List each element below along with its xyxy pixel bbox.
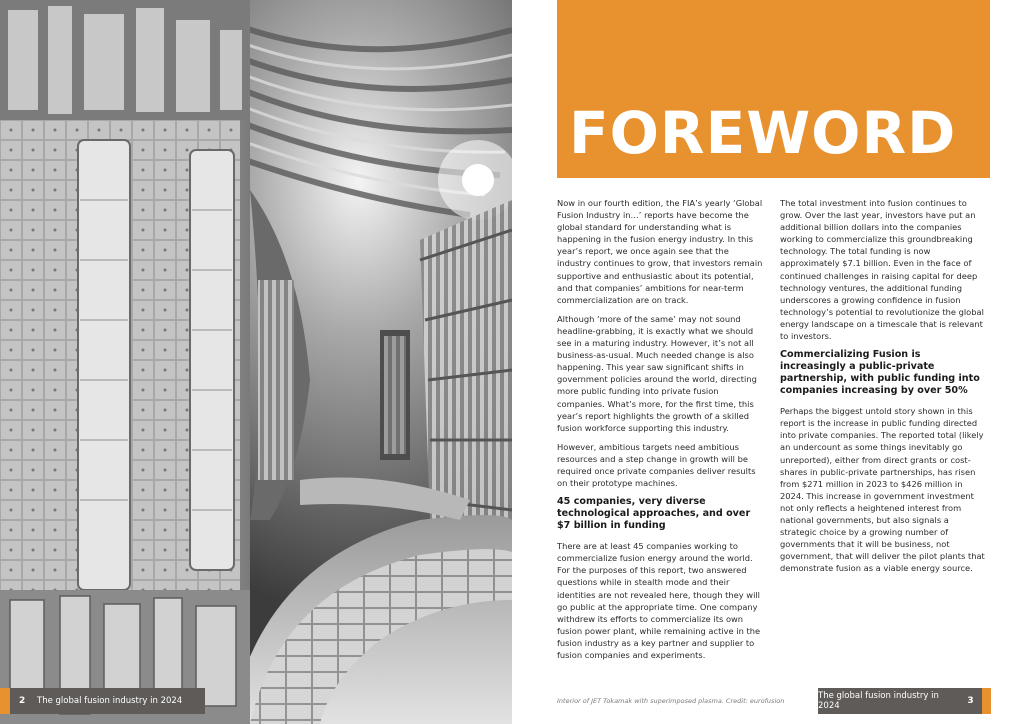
page-title: FOREWORD [569,99,957,167]
page-number-right: 3 [967,696,974,706]
paragraph: Now in our fourth edition, the FIA’s yearly ‘Global Fusion Industry in…’ reports have become the global standard for understanding what is happening in the fusion energy industry. In this year’s report, we once again see that the industry continues to grow, that investors remain supportive and enthusiastic about its potential, and that companies’ ambitions for near-term commercialization are on track. [557,198,763,305]
footer-right [818,688,991,714]
paragraph: The total investment into fusion continues to grow. Over the last year, investors have put an additional billion dollars into the companies working to commercialize this groundbreaking technology. The total funding is now approximately $7.1 billion. Even in the face of continued challenges in raising capital for deep technology ventures, the additional funding underscores a growing confidence in fusion technology’s potential to revolutionize the global energy landscape on a timescale that is relevant to investors. [780,198,984,342]
page-number-left: 2 [19,696,26,706]
footer-title-left: The global fusion industry in 2024 [37,696,183,706]
body-column-left [557,197,765,668]
paragraph: However, ambitious targets need ambitious resources and a step change in growth will be required once private companies deliver results on their prototype machines. [557,441,756,489]
paragraph: Although ‘more of the same’ may not sound headline-grabbing, it is exactly what we should see in a maturing industry. However, it’s not all business-as-usual. Much needed change is also happening. This year saw significant shifts in government policies around the world, directing more public funding into private fusion companies. What’s more, for the first time, this year’s report highlights the growth of a skilled fusion workforce supporting this industry. [557,313,757,433]
footer-accent-bar [0,688,10,714]
footer-title-right: The global fusion industry in 2024 [818,691,939,711]
photo-caption: Interior of JET Tokamak with superimposed plasma. Credit: eurofusion [557,697,785,705]
footer-accent-bar [982,688,991,714]
footer-left [0,688,205,714]
body-column-right [780,197,988,581]
section-heading: 45 companies, very diverse technological approaches, and over $7 billion in funding [557,496,751,532]
section-heading: Commercializing Fusion is increasingly a public-private partnership, with public funding into companies increasing by over 50% [780,349,980,397]
paragraph: Perhaps the biggest untold story shown in this report is the increase in public funding directed into private companies. The reported total (likely an undercount as some things inevitably go unreported), either from direct grants or cost-shares in public-private partnerships, has risen from $271 million in 2023 to $426 million in 2024. This increase in government investment not only reflects a heightened interest from national governments, but also signals a strategic choice by a growing number of governments that it will be business, not government, that will deliver the pilot plants that demonstrate fusion as a viable energy source. [780,406,985,574]
paragraph: There are at least 45 companies working to commercialize fusion energy around the world. For the purposes of this report, two answered questions while in stealth mode and their identities are not revealed here, though they will go public at the appropriate time. One company withdrew its efforts to commercialize its own fusion power plant, while remaining active in the fusion industry as a key partner and supplier to fusion companies and experiments. [557,541,761,660]
